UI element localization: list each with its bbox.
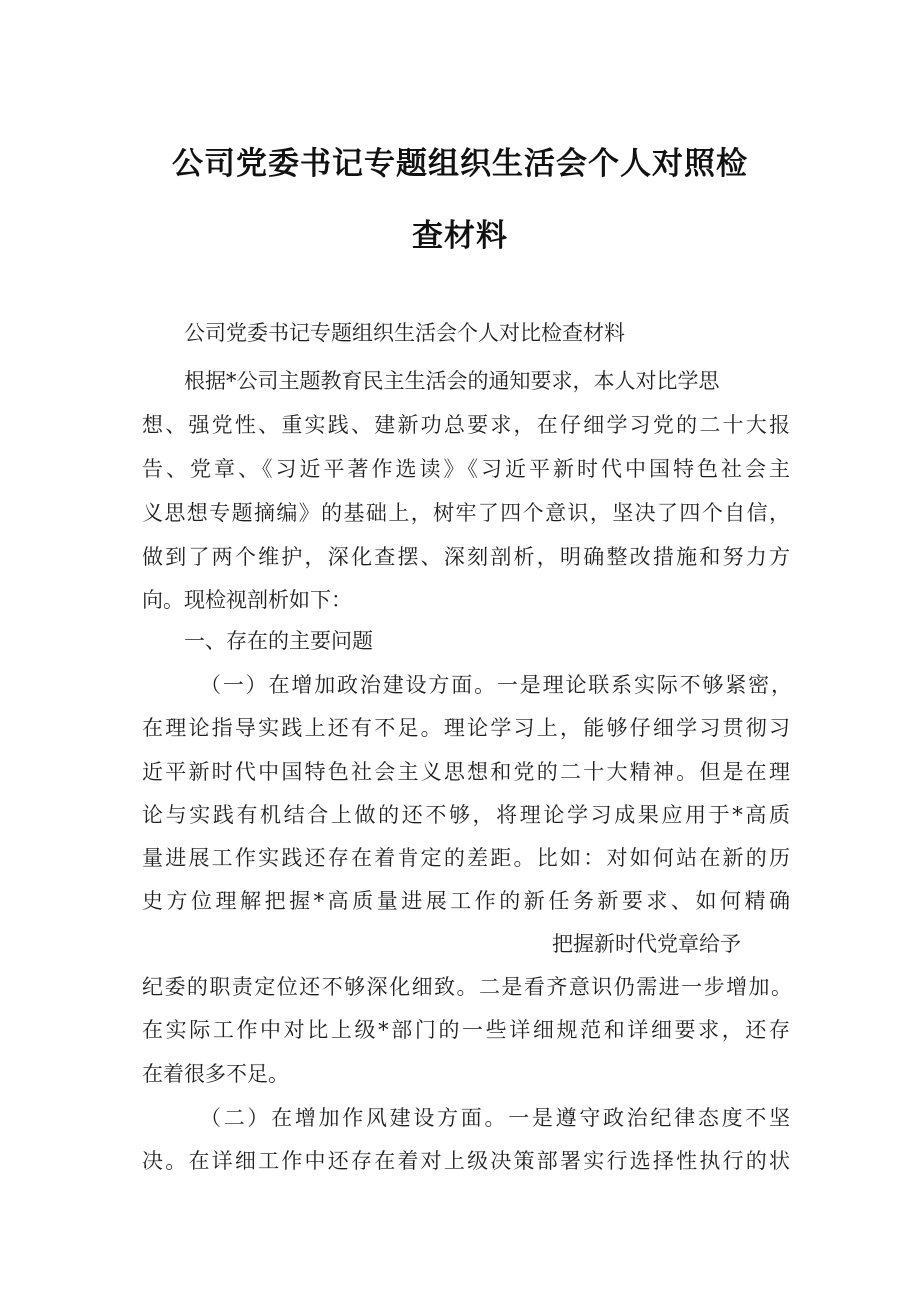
paragraph-line: （一）在增加政治建设方面。一是理论联系实际不够紧密， [200, 673, 792, 697]
paragraph-line: 在实际工作中对比上级*部门的一些详细规范和详细要求，还存 [142, 1018, 790, 1042]
paragraph-line: 论与实践有机结合上做的还不够，将理论学习成果应用于*高质 [142, 803, 790, 827]
paragraph-line: 决。在详细工作中还存在着对上级决策部署实行选择性执行的状 [142, 1149, 790, 1173]
paragraph-line: 做到了两个维护，深化查摆、深刻剖析，明确整改措施和努力方 [142, 545, 790, 569]
paragraph-line: 在理论指导实践上还有不足。理论学习上，能够仔细学习贯彻习 [142, 716, 790, 740]
paragraph-line: 纪委的职责定位还不够深化细致。二是看齐意识仍需进一步增加。 [142, 975, 792, 999]
paragraph-line: 义思想专题摘编》的基础上，树牢了四个意识，坚决了四个自信， [142, 501, 790, 525]
paragraph-line: 告、党章、《习近平著作选读》《习近平新时代中国特色社会主 [142, 457, 790, 481]
paragraph-line: （二）在增加作风建设方面。一是遵守政治纪律态度不坚 [200, 1106, 790, 1130]
paragraph-line: 根据*公司主题教育民主生活会的通知要求，本人对比学思 [184, 369, 720, 393]
section-heading: 一、存在的主要问题 [184, 629, 373, 653]
document-title-line-1: 公司党委书记专题组织生活会个人对照检 [172, 146, 748, 182]
paragraph-line: 把握新时代党章给予 [552, 932, 741, 956]
subtitle-line: 公司党委书记专题组织生活会个人对比检查材料 [184, 321, 625, 345]
document-title-line-2: 查材料 [412, 218, 508, 254]
paragraph-line: 在着很多不足。 [142, 1062, 289, 1086]
paragraph-line: 近平新时代中国特色社会主义思想和党的二十大精神。但是在理 [142, 760, 790, 784]
paragraph-line: 向。现检视剖析如下： [142, 588, 352, 612]
paragraph-line: 史方位理解把握*高质量进展工作的新任务新要求、如何精确 [142, 889, 790, 913]
paragraph-line: 量进展工作实践还存在着肯定的差距。比如：对如何站在新的历 [142, 846, 790, 870]
paragraph-line: 想、强党性、重实践、建新功总要求，在仔细学习党的二十大报 [142, 413, 790, 437]
